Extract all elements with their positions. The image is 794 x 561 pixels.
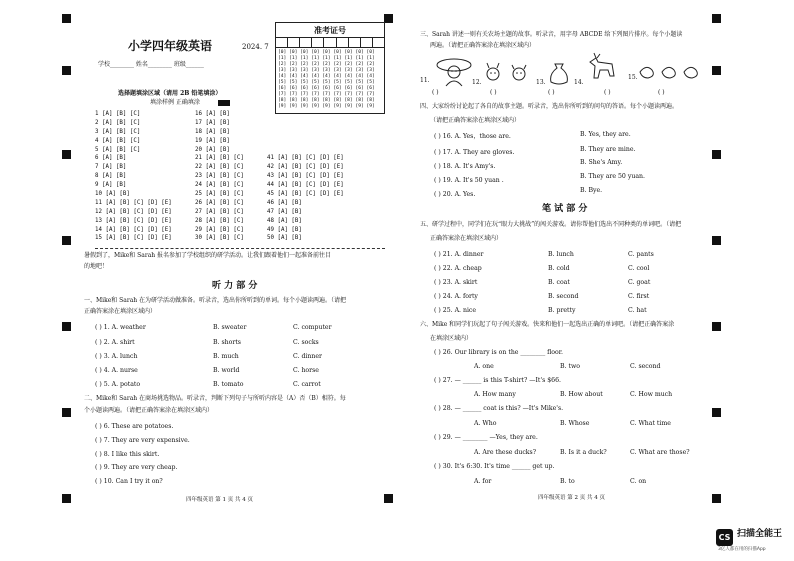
list-item: ( ) 24. A. forty (434, 293, 478, 300)
exam-number-title: 准考证号 (276, 23, 384, 38)
list-item: ( ) 26. Our library is on the ________ floor. (434, 349, 563, 356)
corner-marker (712, 150, 721, 159)
section-1-line-1: 一、Mike和 Sarah 在为研学活动做准备。听录音，选出你所听到的单词。每个小题读两遍。（请把 (84, 297, 347, 304)
answer-row: 2 [A] [B] [C] (95, 119, 141, 126)
list-item: B. Yes, they are. (580, 131, 631, 138)
list-item: ( ) 9. They are very cheap. (95, 464, 178, 471)
section-2-line-2: 个小题读两遍。（请把正确答案涂在填涂区域内） (84, 407, 214, 414)
list-item: B. to (560, 478, 575, 485)
animals-picture (483, 60, 533, 86)
exam-number-box (275, 22, 385, 114)
answer-area-sample: 填涂样例 正确填涂 (150, 99, 200, 106)
corner-marker (384, 494, 393, 503)
section-4-line-2: （请把正确答案涂在填涂区域内） (430, 117, 521, 124)
student-info-line: 学校________ 姓名________ 班级______ (98, 61, 204, 68)
corner-marker (712, 322, 721, 331)
list-item: C. horse (293, 367, 319, 374)
answer-row: 27 [A] [B] [C] (195, 208, 244, 215)
answer-row (267, 119, 344, 128)
filled-sample-mark (218, 100, 230, 106)
answer-row: 1 [A] [B] [C] (95, 111, 141, 117)
page-2-footer: 四年级英语 第 2 页 共 4 页 (538, 495, 605, 501)
list-item: ( ) 8. I like this skirt. (95, 451, 160, 458)
section-3-line-2: 两遍。（请把正确答案涂在填涂区域内） (430, 42, 536, 49)
list-item: ( ) 27. — ______ is this T-shirt? —It's $66. (434, 377, 561, 384)
section-3-line-1: 三、Sarah 讲述一则有关农场主题的故事。听录音，用字母 ABCDE 给下列图片排序。每个小题读 (420, 31, 683, 38)
list-item: C. goat (628, 279, 651, 286)
answer-row (267, 110, 344, 119)
list-item: ( ) 5. A. potato (95, 381, 141, 388)
section-1-line-2: 正确答案涂在填涂区域内） (84, 308, 157, 315)
picture-label: 13. (536, 79, 546, 86)
section-5-line-2: 正确答案涂在填涂区域内） (430, 235, 503, 242)
corner-marker (62, 322, 71, 331)
list-item: C. computer (293, 324, 332, 331)
list-item: B. coat (548, 279, 570, 286)
list-item: B. two (560, 363, 580, 370)
list-item: ( ) 1. A. weather (95, 324, 146, 331)
picture-label: 15. (628, 74, 638, 81)
answer-row: 18 [A] [B] (195, 128, 230, 135)
answer-row: 11 [A] [B] [C] [D] [E] (95, 199, 172, 206)
watermark-brand: 扫描全能王 (737, 529, 783, 539)
answer-row: 44 [A] [B] [C] [D] [E] (267, 182, 344, 189)
list-item: B. They are 50 yuan. (580, 173, 645, 180)
answer-row: 47 [A] [B] (267, 208, 302, 215)
answer-row: 41 [A] [B] [C] [D] [E] (267, 155, 344, 162)
list-item: C. second (630, 363, 661, 370)
section-5-line-1: 五、研学过程中，同学们在玩“眼力大挑战”的闯关游戏。请你帮他们选出不同种类的单词吧。（请把 (420, 221, 682, 228)
list-item: ( ) 10. Can I try it on? (95, 478, 163, 485)
corner-marker (712, 494, 721, 503)
list-item: ( ) 28. — ______ coat is this? —It's Mike's. (434, 405, 564, 412)
section-2-line-1: 二、Mike和 Sarah 在商场挑选物品。听录音，判断下列句子与所听内容是（A）否（B）相符。每 (84, 395, 346, 402)
list-item: B. They are mine. (580, 146, 636, 153)
list-item: B. shorts (213, 339, 241, 346)
list-item: ( ) 22. A. cheap (434, 265, 482, 272)
list-item: B. Bye. (580, 187, 603, 194)
list-item: A. Are these ducks? (474, 449, 537, 456)
page-title: 小学四年级英语 (128, 39, 213, 53)
section-6-line-1: 六、Mike 和同学们玩起了句子闯关游戏。快来和他们一起选出正确的单词吧。（请把正确答案涂 (420, 321, 675, 328)
corner-marker (62, 408, 71, 417)
list-item: C. What are those? (630, 449, 690, 456)
list-item: C. carrot (293, 381, 321, 388)
page-1-footer: 四年级英语 第 1 页 共 4 页 (186, 497, 253, 503)
corner-marker (712, 14, 721, 23)
section-4-line-1: 四、大家纷纷讨论起了各自的故事主题。听录音，选出你所听到的问句的答语。每个小题读两遍。 (420, 103, 679, 110)
answer-row (267, 128, 344, 137)
corner-marker (62, 14, 71, 23)
answer-row (267, 146, 344, 155)
lady-hat-picture (434, 56, 474, 88)
answer-row: 24 [A] [B] [C] (195, 182, 244, 189)
answer-column-2 (195, 110, 244, 243)
answer-row: 15 [A] [B] [C] [D] [E] (95, 235, 172, 242)
answer-row: 21 [A] [B] [C] (195, 155, 244, 162)
answer-row: 49 [A] [B] (267, 226, 302, 233)
answer-row: 46 [A] [B] (267, 199, 302, 206)
answer-row: 14 [A] [B] [C] [D] [E] (95, 226, 172, 233)
list-item: C. cool (628, 265, 650, 272)
list-item: B. second (548, 293, 579, 300)
answer-row: 12 [A] [B] [C] [D] [E] (95, 208, 172, 215)
exam-number-bubbles: [0] [0] [0] [0] [0] [0] [0] [0] [0] [1] [1] [1] [1] [1] [1] [1] [1] [1] [2] [2] [2] [2] [2] [2] [2] [2] [2] [3] [3] [3] [3] [3] [3] [3] [3] [3] [4] [4] [4] [4] [4] [4] [4] [4] [4] [5] [5] [5] [5] [5] [5] [5] [5] [5] [6] [6] [6] [6] [6] [6] [6] [6] [6] [7] [7] [7] [7] [7] [7] [7] [7] [7] [8] [8] [8] [8] [8] [8] [8] [8] [8] [9] [9] [9] [9] [9] [9] [9] [9] [9] (278, 50, 375, 109)
list-item: ( ) 4. A. nurse (95, 367, 138, 374)
answer-row: 19 [A] [B] (195, 137, 230, 144)
answer-row: 4 [A] [B] [C] (95, 137, 141, 144)
list-item: B. How about (560, 391, 603, 398)
list-item: B. pretty (548, 307, 576, 314)
list-item: ( ) 23. A. skirt (434, 279, 478, 286)
list-item: ( ) 18. A. It's Amy's. (434, 163, 496, 170)
list-item: ( ) 19. A. It's 50 yuan . (434, 177, 504, 184)
answer-row: 7 [A] [B] (95, 164, 127, 171)
answer-row: 42 [A] [B] [C] [D] [E] (267, 164, 344, 171)
chickens-picture (638, 60, 708, 82)
list-item: C. socks (293, 339, 319, 346)
exam-number-cells (276, 37, 384, 48)
answer-row: 48 [A] [B] (267, 217, 302, 224)
answer-row: 20 [A] [B] (195, 146, 230, 153)
answer-row: 16 [A] [B] (195, 111, 230, 117)
list-item: ( ) 21. A. dinner (434, 251, 484, 258)
answer-row: 8 [A] [B] (95, 173, 127, 180)
corner-marker (62, 150, 71, 159)
list-item: C. What time (630, 420, 671, 427)
answer-row: 3 [A] [B] [C] (95, 128, 141, 135)
list-item: C. on (630, 478, 647, 485)
answer-row: 50 [A] [B] (267, 235, 302, 242)
corner-marker (384, 14, 393, 23)
answer-row: 30 [A] [B] [C] (195, 235, 244, 242)
answer-row: 28 [A] [B] [C] (195, 217, 244, 224)
list-item: B. Whose (560, 420, 590, 427)
list-item: ( ) 20. A. Yes. (434, 191, 476, 198)
list-item: C. hat (628, 307, 647, 314)
picture-label: 14. (574, 79, 584, 86)
intro-line-2: 的地吧！ (84, 263, 109, 270)
answer-column-3 (267, 110, 344, 243)
list-item: B. lunch (548, 251, 574, 258)
list-item: ( ) 3. A. lunch (95, 353, 138, 360)
answer-row: 29 [A] [B] [C] (195, 226, 244, 233)
writing-header: 笔 试 部 分 (542, 204, 588, 214)
listening-header: 听 力 部 分 (212, 281, 258, 291)
exam-date: 2024. 7 (242, 43, 269, 51)
answer-row: 22 [A] [B] [C] (195, 164, 244, 171)
answer-sheet-grid (95, 110, 385, 244)
list-item: C. first (628, 293, 650, 300)
list-item: A. Who (474, 420, 497, 427)
list-item: ( ) 7. They are very expensive. (95, 437, 190, 444)
corner-marker (62, 236, 71, 245)
answer-row: 17 [A] [B] (195, 119, 230, 126)
answer-row: 25 [A] [B] [C] (195, 191, 244, 198)
corner-marker (712, 408, 721, 417)
answer-row: 9 [A] [B] (95, 182, 127, 189)
corner-marker (712, 236, 721, 245)
list-item: B. tomato (213, 381, 244, 388)
answer-column-1 (95, 110, 172, 243)
cut-line (95, 248, 385, 249)
list-item: A. for (474, 478, 492, 485)
list-item: B. much (213, 353, 239, 360)
list-item: B. Is it a duck? (560, 449, 607, 456)
list-item: B. cold (548, 265, 570, 272)
list-item: C. dinner (293, 353, 322, 360)
goat-picture (586, 52, 620, 86)
list-item: B. She's Amy. (580, 159, 623, 166)
picture-label: 11. (420, 77, 430, 84)
list-item: ( ) 16. A. Yes，those are. (434, 133, 511, 140)
list-item: ( ) 17. A. They are gloves. (434, 149, 515, 156)
list-item: ( ) 30. It's 6:30. It's time ______ get up. (434, 463, 555, 470)
list-item: ( ) 29. — ________ —Yes, they are. (434, 434, 538, 441)
answer-row (267, 137, 344, 146)
intro-line-1: 暑假到了，Mike和 Sarah 报名参加了学校组织的研学活动。让我们跟着他们一起准备前往目 (84, 252, 332, 259)
corner-marker (62, 494, 71, 503)
list-item: ( ) 2. A. shirt (95, 339, 135, 346)
corner-marker (62, 66, 71, 75)
watermark-sub: 3亿人都在用的扫描App (718, 547, 766, 552)
answer-row: 5 [A] [B] [C] (95, 146, 141, 153)
answer-area-title: 选择题填涂区域（请用 2B 铅笔填涂） (118, 90, 222, 97)
list-item: B. world (213, 367, 240, 374)
sack-picture (547, 58, 571, 86)
list-item: A. one (474, 363, 494, 370)
answer-row: 23 [A] [B] [C] (195, 173, 244, 180)
list-item: A. How many (474, 391, 516, 398)
picture-label: 12. (472, 79, 482, 86)
answer-row: 45 [A] [B] [C] [D] [E] (267, 191, 344, 198)
list-item: B. sweater (213, 324, 247, 331)
answer-row: 26 [A] [B] [C] (195, 199, 244, 206)
section-6-line-2: 在填涂区域内） (430, 335, 473, 342)
answer-row: 6 [A] [B] (95, 155, 127, 162)
list-item: C. pants (628, 251, 654, 258)
camscanner-logo-icon: CS (716, 529, 733, 546)
corner-marker (712, 66, 721, 75)
list-item: C. How much (630, 391, 673, 398)
answer-row: 13 [A] [B] [C] [D] [E] (95, 217, 172, 224)
list-item: ( ) 25. A. nice (434, 307, 477, 314)
list-item: ( ) 6. These are potatoes. (95, 423, 174, 430)
answer-row: 43 [A] [B] [C] [D] [E] (267, 173, 344, 180)
answer-row: 10 [A] [B] (95, 191, 130, 198)
